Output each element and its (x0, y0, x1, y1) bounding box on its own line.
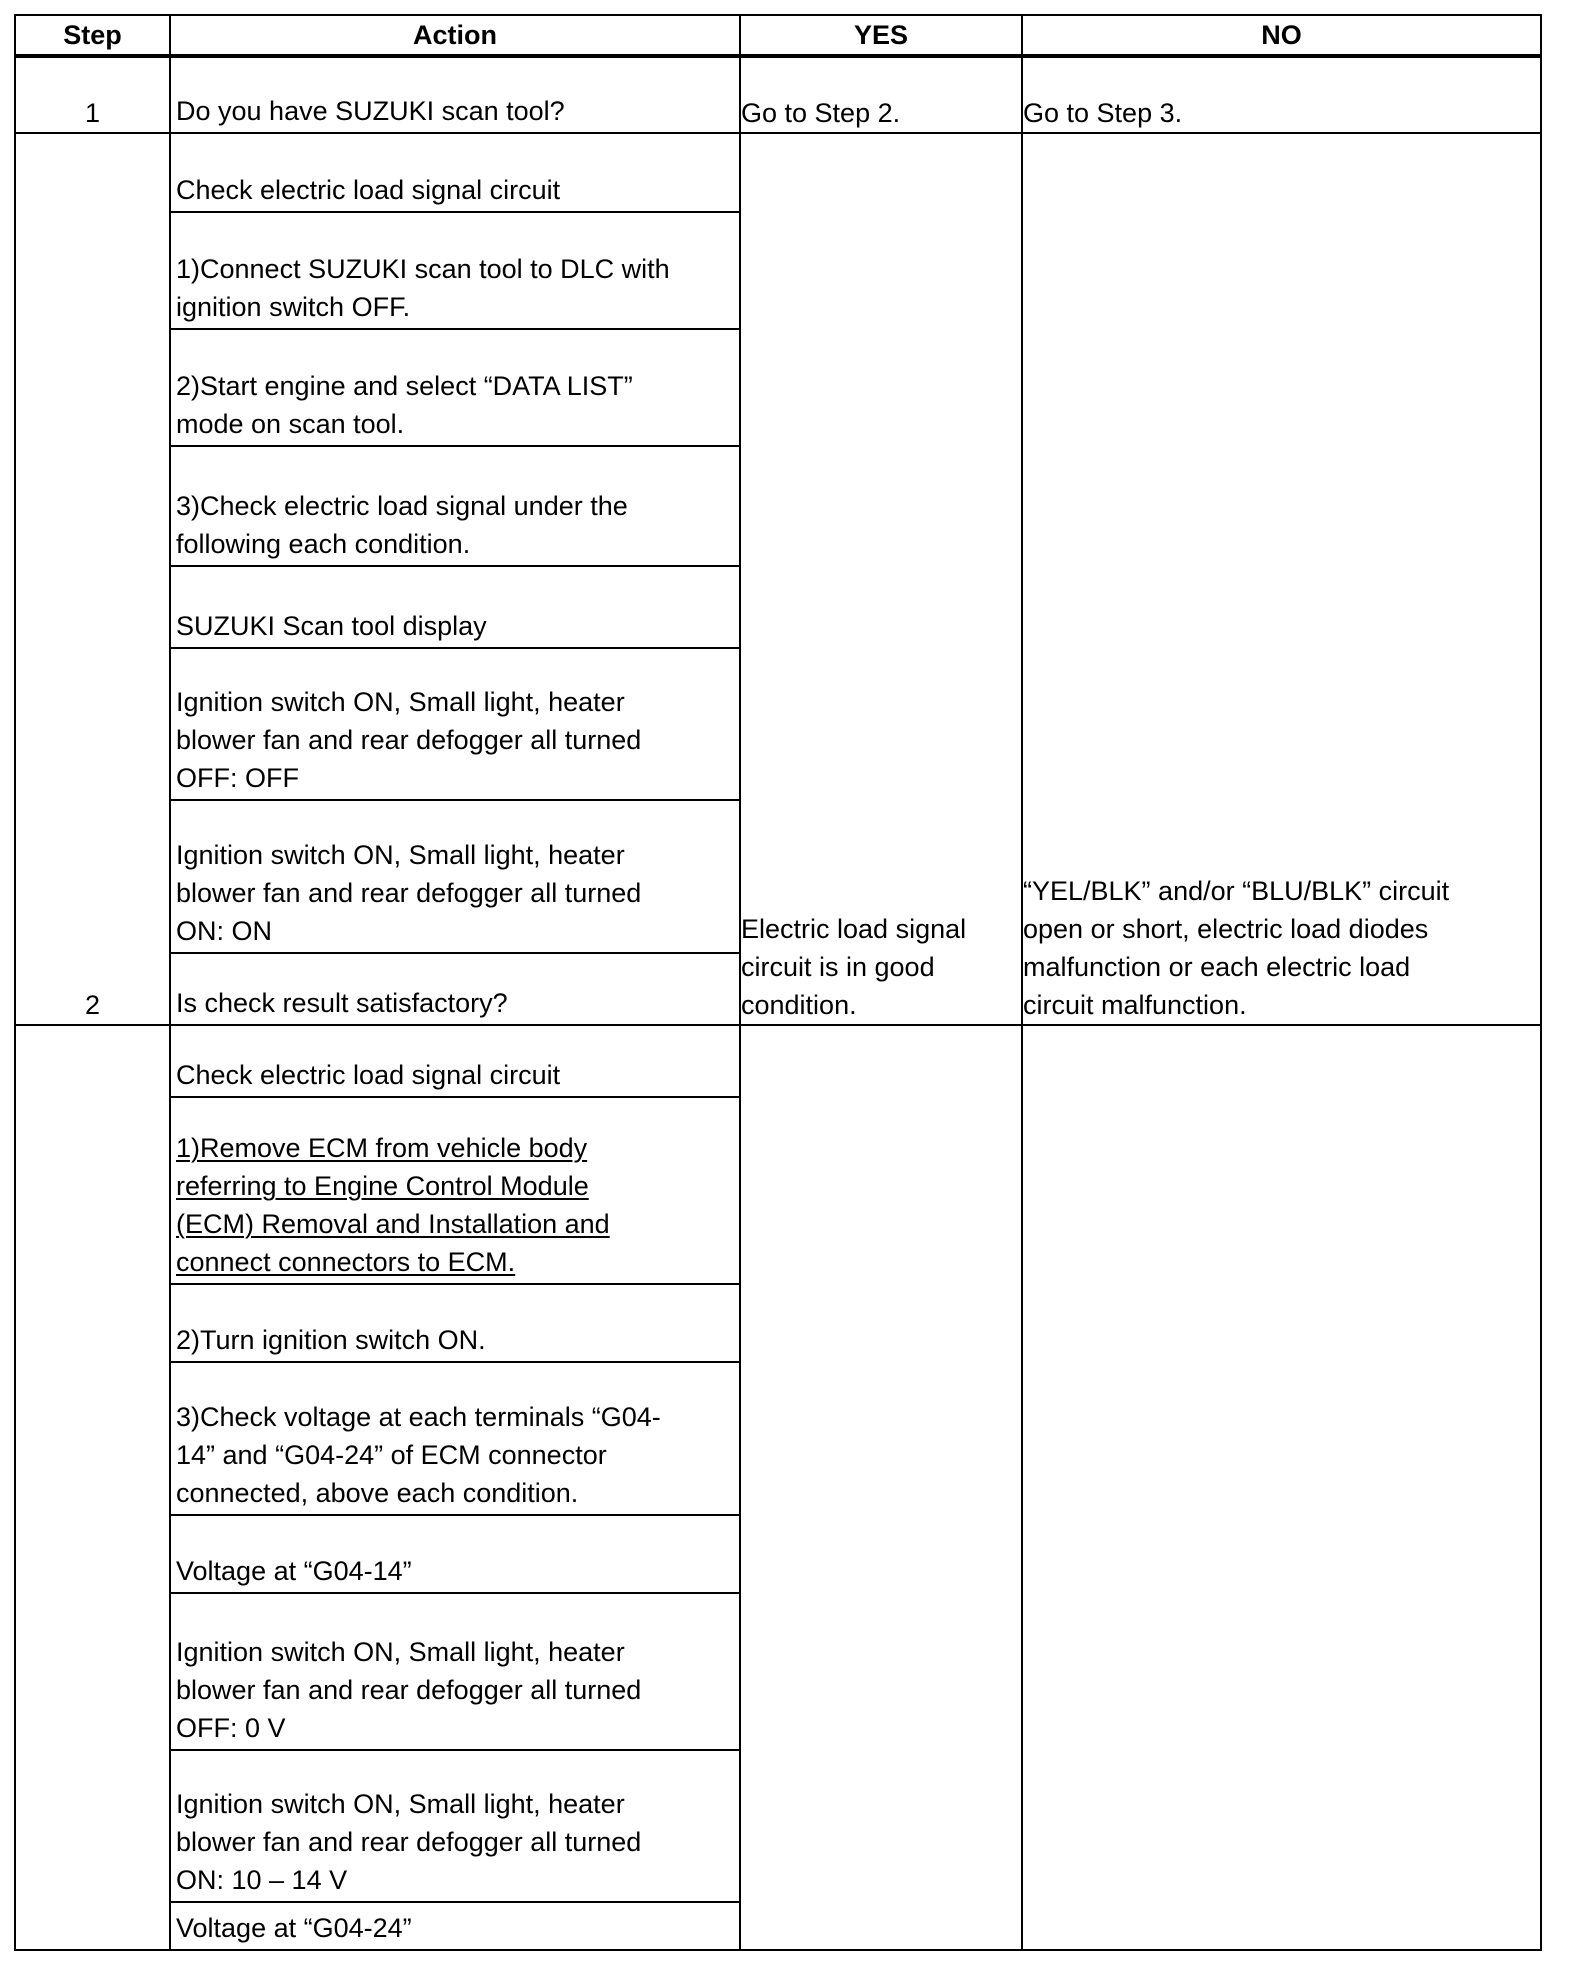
table-row (15, 133, 1541, 1025)
step-number: 2 (15, 133, 170, 1025)
action-item: Ignition switch ON, Small light, heater blower fan and rear defogger all turned OFF: OFF (171, 649, 739, 801)
action-item: 2)Start engine and select “DATA LIST” mode on scan tool. (171, 330, 739, 447)
header-no: NO (1022, 15, 1541, 56)
action-item: 3)Check electric load signal under the following each condition. (171, 447, 739, 567)
action-item: SUZUKI Scan tool display (171, 567, 739, 649)
action-cell (170, 56, 740, 133)
action-item: Is check result satisfactory? (176, 988, 508, 1018)
action-item: Ignition switch ON, Small light, heater blower fan and rear defogger all turned OFF: 0 V (171, 1594, 739, 1751)
yes-result: Go to Step 2. (740, 56, 1022, 133)
no-result: Go to Step 3. (1022, 56, 1541, 133)
no-result: “YEL/BLK” and/or “BLU/BLK” circuit open or short, electric load diodes malfunction or each electric load circuit malfunction. (1022, 133, 1541, 1025)
action-item: 1)Remove ECM from vehicle body referring to Engine Control Module (ECM) Removal and Installation and connect connectors to ECM. (171, 1098, 739, 1285)
header-yes: YES (740, 15, 1022, 56)
action-item: Voltage at “G04-24” (176, 1913, 412, 1943)
step-number: 1 (15, 56, 170, 133)
header-row (15, 15, 1541, 56)
action-cell (170, 1025, 740, 1950)
action-item: Voltage at “G04-14” (171, 1516, 739, 1594)
header-action: Action (170, 15, 740, 56)
action-item: Do you have SUZUKI scan tool? (176, 96, 565, 126)
action-item: Check electric load signal circuit (171, 134, 739, 213)
table-row (15, 1025, 1541, 1950)
yes-result (740, 1025, 1022, 1950)
step-number (15, 1025, 170, 1950)
action-item: Check electric load signal circuit (171, 1026, 739, 1098)
action-cell (170, 133, 740, 1025)
action-item: 1)Connect SUZUKI scan tool to DLC with ignition switch OFF. (171, 213, 739, 330)
diagnostic-table (14, 14, 1542, 1951)
no-result (1022, 1025, 1541, 1950)
yes-result: Electric load signal circuit is in good condition. (740, 133, 1022, 1025)
action-item: 2)Turn ignition switch ON. (171, 1285, 739, 1363)
action-item: Ignition switch ON, Small light, heater blower fan and rear defogger all turned ON: 10 – 14 V (171, 1751, 739, 1903)
table-row (15, 56, 1541, 133)
header-step: Step (15, 15, 170, 56)
action-item: Ignition switch ON, Small light, heater blower fan and rear defogger all turned ON: ON (171, 801, 739, 954)
action-item: 3)Check voltage at each terminals “G04- 14” and “G04-24” of ECM connector connected, above each condition. (171, 1363, 739, 1516)
